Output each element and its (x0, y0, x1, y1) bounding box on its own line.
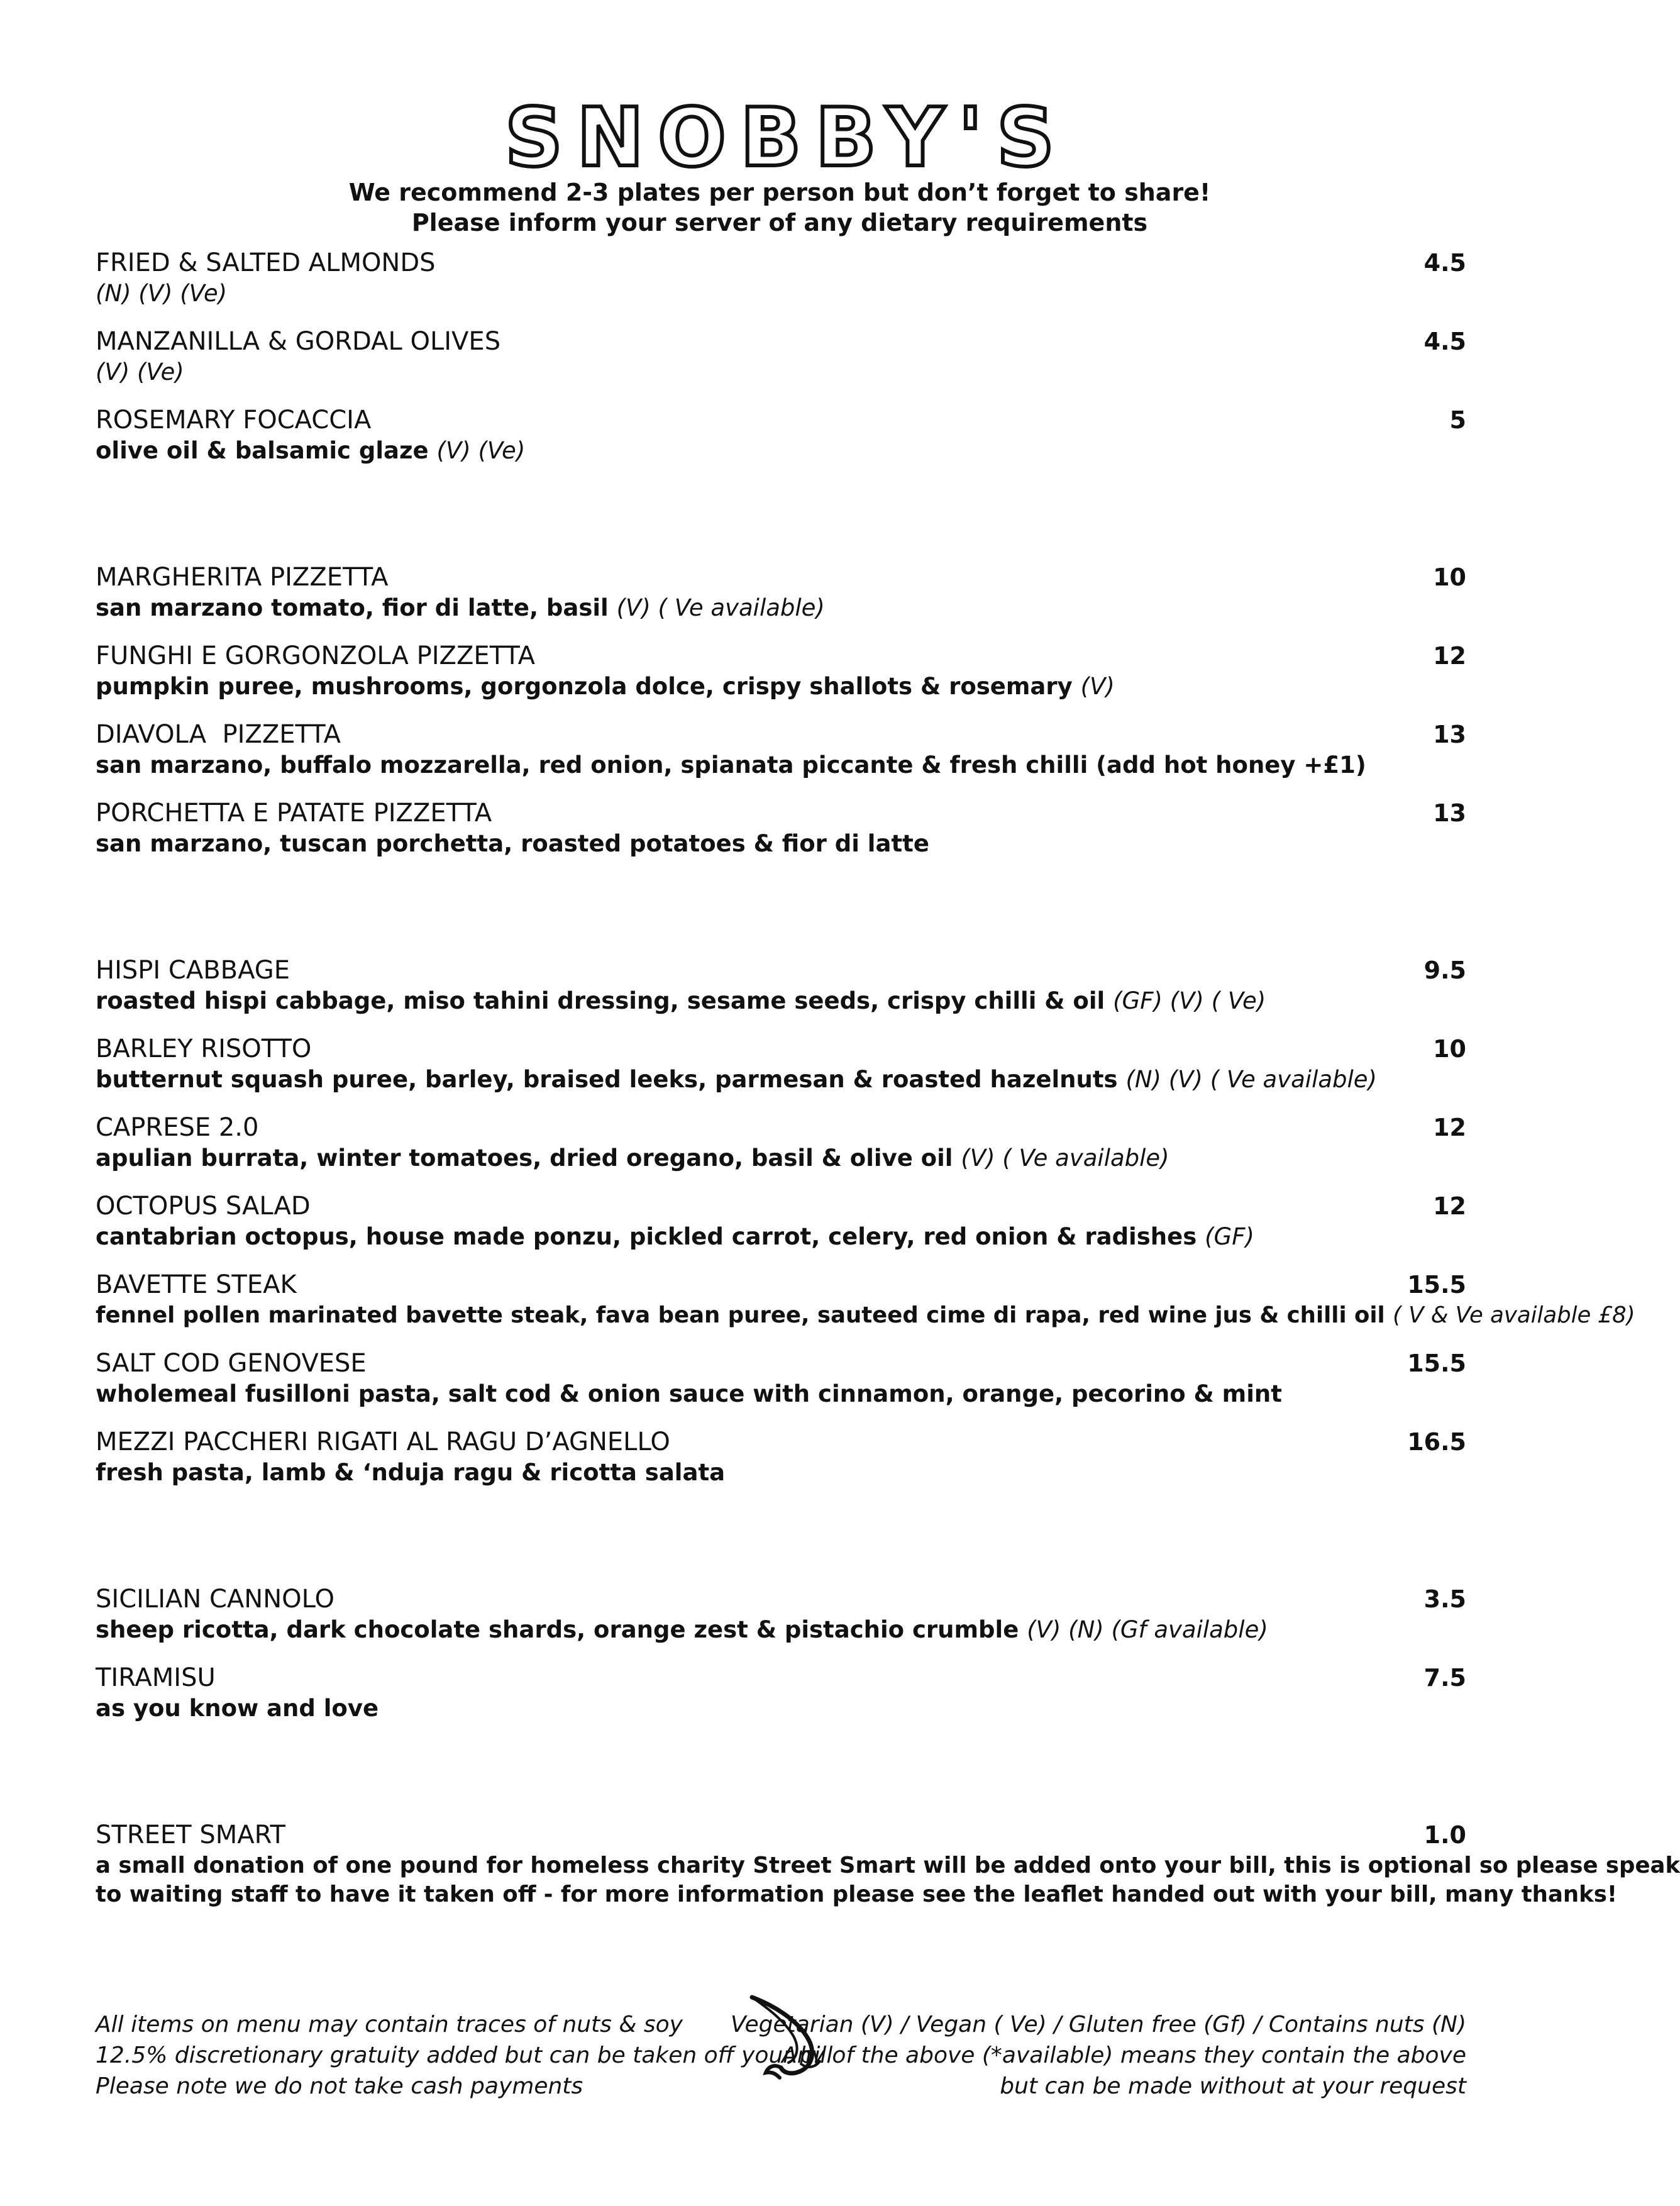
charity-description-line-1: a small donation of one pound for homeless charity Street Smart will be added onto your bill, this is optional so please speak (96, 1853, 1680, 1878)
item-price: 7.5 (1423, 1664, 1466, 1692)
item-description: as you know and love (96, 1695, 379, 1722)
item-description: sheep ricotta, dark chocolate shards, orange zest & pistachio crumble (96, 1616, 1019, 1643)
menu-item-olives (96, 325, 1466, 387)
dietary-key-available-note: Any of the above (*available) means they contain the above (782, 2042, 1466, 2068)
item-tags: (V) ( Ve available) (961, 1145, 1169, 1172)
item-description: wholemeal fusilloni pasta, salt cod & onion sauce with cinnamon, orange, pecorino & mint (96, 1380, 1282, 1407)
menu-item-funghi (96, 640, 1466, 701)
item-description: cantabrian octopus, house made ponzu, pickled carrot, celery, red onion & radishes (96, 1223, 1197, 1250)
menu-item-margherita (96, 561, 1466, 623)
item-name: HISPI CABBAGE (96, 956, 290, 985)
item-description: olive oil & balsamic glaze (96, 437, 429, 464)
footer-gratuity-note: 12.5% discretionary gratuity added but can be taken off your bill (96, 2042, 833, 2068)
dietary-key-legend: Vegetarian (V) / Vegan ( Ve) / Gluten free (Gf) / Contains nuts (N) (730, 2012, 1466, 2037)
item-price: 16.5 (1407, 1428, 1466, 1456)
menu-item-tiramisu (96, 1661, 1466, 1723)
item-name: STREET SMART (96, 1821, 285, 1849)
item-description: fresh pasta, lamb & ‘nduja ragu & ricotta salata (96, 1459, 726, 1486)
item-tags: (GF) (V) ( Ve) (1113, 987, 1266, 1014)
item-name: TIRAMISU (96, 1663, 216, 1692)
menu-item-porchetta (96, 797, 1466, 858)
item-tags: (V) (1080, 673, 1115, 700)
menu-item-barley-risotto (96, 1033, 1466, 1094)
item-price: 5 (1449, 406, 1466, 434)
item-tags: (V) ( Ve available) (616, 594, 825, 621)
item-name: SALT COD GENOVESE (96, 1349, 367, 1378)
item-price: 10 (1433, 1035, 1466, 1063)
item-tags: (N) (V) (Ve) (96, 280, 228, 307)
item-description: roasted hispi cabbage, miso tahini dressing, sesame seeds, crispy chilli & oil (96, 987, 1105, 1014)
menu-item-cannolo (96, 1583, 1466, 1644)
logo (0, 91, 1559, 185)
menu-item-mezzi-paccheri (96, 1426, 1466, 1487)
item-tags: (V) (N) (Gf available) (1027, 1616, 1268, 1643)
item-tags: (GF) (1205, 1223, 1254, 1250)
charity-description-line-2: to waiting staff to have it taken off - for more information please see the leaflet handed out with your bill, many thanks! (96, 1882, 1618, 1907)
tagline-share: We recommend 2-3 plates per person but don’t forget to share! (348, 179, 1211, 206)
item-name: DIAVOLA PIZZETTA (96, 720, 341, 749)
item-name: PORCHETTA E PATATE PIZZETTA (96, 799, 492, 828)
menu-item-focaccia (96, 404, 1466, 465)
item-name: FUNGHI E GORGONZOLA PIZZETTA (96, 641, 536, 670)
menu-item-hispi-cabbage (96, 954, 1466, 1016)
menu-item-bavette-steak (96, 1268, 1635, 1330)
footer-payment-note: Please note we do not take cash payments (96, 2073, 583, 2099)
item-tags: (V) (Ve) (436, 437, 526, 464)
item-price: 9.5 (1423, 956, 1466, 984)
item-price: 15.5 (1407, 1350, 1466, 1377)
item-name: OCTOPUS SALAD (96, 1192, 311, 1221)
menu-item-octopus-salad (96, 1190, 1466, 1251)
item-price: 13 (1433, 799, 1466, 827)
item-price: 3.5 (1423, 1585, 1466, 1613)
item-price: 15.5 (1407, 1271, 1466, 1299)
item-name: FRIED & SALTED ALMONDS (96, 248, 436, 277)
item-tags: (N) (V) ( Ve available) (1125, 1066, 1377, 1093)
menu-item-almonds (96, 247, 1466, 308)
item-name: ROSEMARY FOCACCIA (96, 406, 372, 435)
item-price: 12 (1433, 1192, 1466, 1220)
item-name: MEZZI PACCHERI RIGATI AL RAGU D’AGNELLO (96, 1427, 670, 1456)
item-description: butternut squash puree, barley, braised leeks, parmesan & roasted hazelnuts (96, 1066, 1118, 1093)
item-price: 4.5 (1423, 249, 1466, 277)
item-tags: ( V & Ve available £8) (1393, 1302, 1635, 1328)
item-price: 1.0 (1423, 1821, 1466, 1849)
menu-item-salt-cod-genovese (96, 1347, 1466, 1409)
footer-notes (96, 2009, 832, 2102)
menu-item-street-smart (96, 1819, 1680, 1909)
item-name: BARLEY RISOTTO (96, 1034, 312, 1063)
item-description: san marzano, tuscan porchetta, roasted potatoes & fior di latte (96, 830, 929, 857)
item-price: 12 (1433, 1114, 1466, 1141)
item-price: 13 (1433, 721, 1466, 748)
dietary-key (731, 2009, 1466, 2102)
item-description: san marzano, buffalo mozzarella, red onion, spianata piccante & fresh chilli (add hot honey +£1) (96, 751, 1366, 779)
item-name: MARGHERITA PIZZETTA (96, 563, 389, 592)
item-description: apulian burrata, winter tomatoes, dried oregano, basil & olive oil (96, 1145, 953, 1172)
item-description: fennel pollen marinated bavette steak, fava bean puree, sauteed cime di rapa, red wine jus & chilli oil (96, 1302, 1385, 1328)
footer-allergen-note: All items on menu may contain traces of nuts & soy (96, 2012, 683, 2037)
tagline-dietary: Please inform your server of any dietary requirements (411, 209, 1148, 236)
item-price: 12 (1433, 642, 1466, 670)
item-name: BAVETTE STEAK (96, 1270, 297, 1299)
menu-item-diavola (96, 718, 1466, 780)
item-price: 10 (1433, 563, 1466, 591)
item-description: pumpkin puree, mushrooms, gorgonzola dolce, crispy shallots & rosemary (96, 673, 1073, 700)
item-price: 4.5 (1423, 328, 1466, 355)
menu-item-caprese (96, 1111, 1466, 1173)
item-name: CAPRESE 2.0 (96, 1113, 259, 1142)
item-name: MANZANILLA & GORDAL OLIVES (96, 327, 501, 356)
item-tags: (V) (Ve) (96, 358, 184, 385)
item-name: SICILIAN CANNOLO (96, 1585, 334, 1614)
dietary-key-request-note: but can be made without at your request (1000, 2073, 1466, 2099)
logo-wordmark: SNOBBY'S (504, 91, 1069, 185)
item-description: san marzano tomato, fior di latte, basil (96, 594, 609, 621)
